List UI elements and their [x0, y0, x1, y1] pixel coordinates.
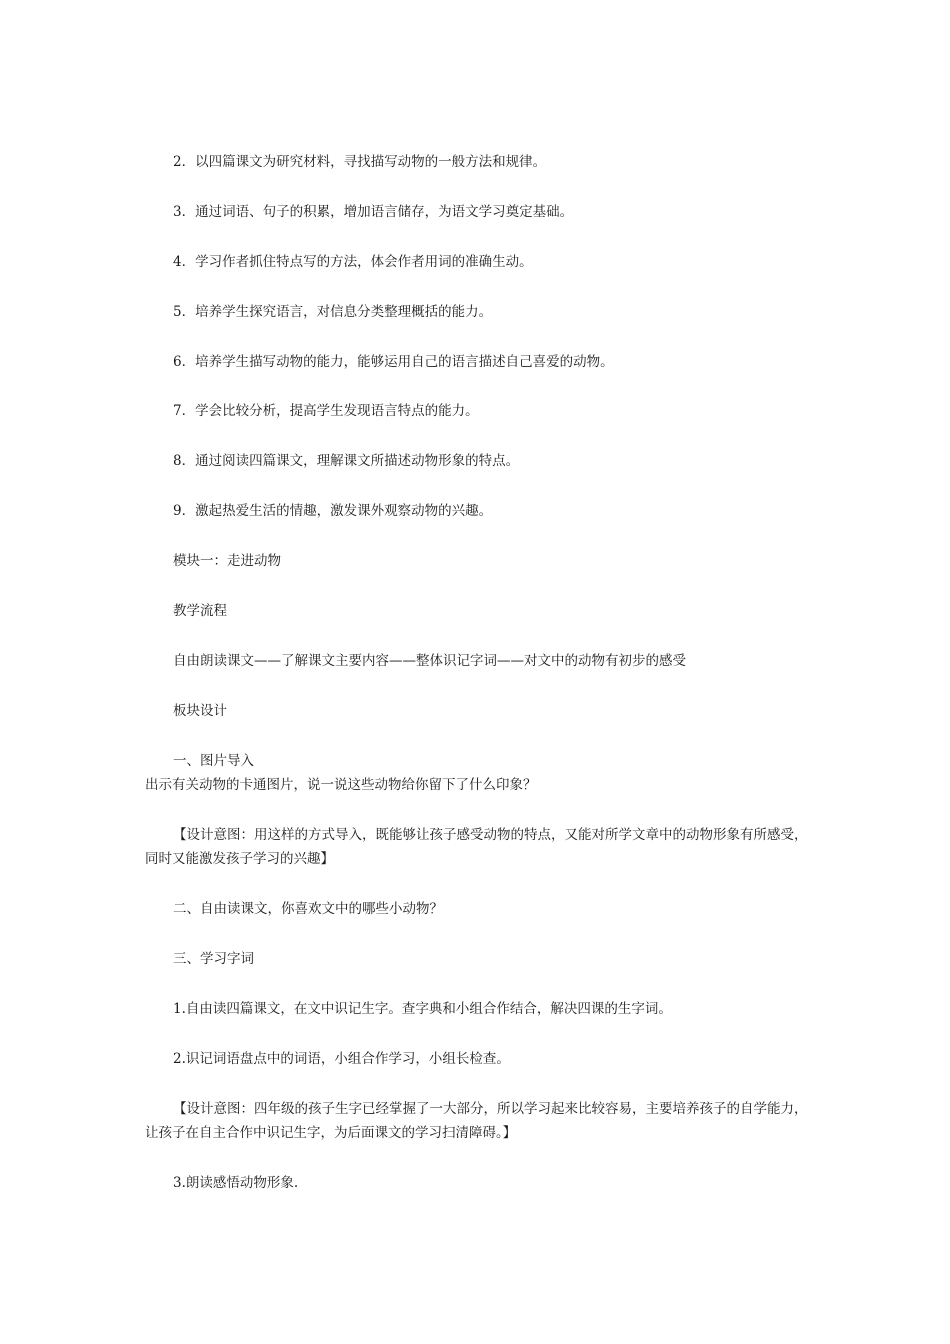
design-intent-note: 【设计意图：用这样的方式导入，既能够让孩子感受动物的特点，又能对所学文章中的动物形象有所感受，同时又能激发孩子学习的兴趣】: [145, 827, 808, 867]
step-item: 3.朗读感悟动物形象.: [173, 1175, 299, 1191]
design-intent-note: 【设计意图：四年级的孩子生字已经掌握了一大部分，所以学习起来比较容易，主要培养孩子的自学能力，让孩子在自主合作中识记生字，为后面课文的学习扫清障碍。】: [145, 1101, 808, 1141]
section-heading: 二、自由读课文，你喜欢文中的哪些小动物？: [173, 901, 443, 917]
section-heading: 一、图片导入: [173, 753, 254, 769]
section-heading: 三、学习字词: [173, 951, 254, 967]
section-text: 出示有关动物的卡通图片，说一说这些动物给你留下了什么印象？: [145, 777, 537, 793]
design-heading: 板块设计: [173, 703, 227, 719]
module-title: 模块一：走进动物: [173, 553, 281, 569]
step-item: 1.自由读四篇课文，在文中识记生字。查字典和小组合作结合，解决四课的生字词。: [173, 1001, 672, 1017]
objective-item: 3．通过词语、句子的积累，增加语言储存，为语文学习奠定基础。: [173, 204, 574, 220]
flow-heading: 教学流程: [173, 603, 227, 619]
step-item: 2.识记词语盘点中的词语，小组合作学习，小组长检查。: [173, 1051, 510, 1067]
objective-item: 7．学会比较分析，提高学生发现语言特点的能力。: [173, 403, 479, 419]
objective-item: 4．学习作者抓住特点写的方法，体会作者用词的准确生动。: [173, 254, 533, 270]
objective-item: 6．培养学生描写动物的能力，能够运用自己的语言描述自己喜爱的动物。: [173, 354, 614, 370]
objective-item: 5．培养学生探究语言，对信息分类整理概括的能力。: [173, 304, 493, 320]
objective-item: 9．激起热爱生活的情趣，激发课外观察动物的兴趣。: [173, 503, 493, 519]
objective-item: 8．通过阅读四篇课文，理解课文所描述动物形象的特点。: [173, 453, 520, 469]
flow-text: 自由朗读课文——了解课文主要内容——整体识记字词——对文中的动物有初步的感受: [173, 653, 686, 669]
objective-item: 2．以四篇课文为研究材料，寻找描写动物的一般方法和规律。: [173, 154, 547, 170]
